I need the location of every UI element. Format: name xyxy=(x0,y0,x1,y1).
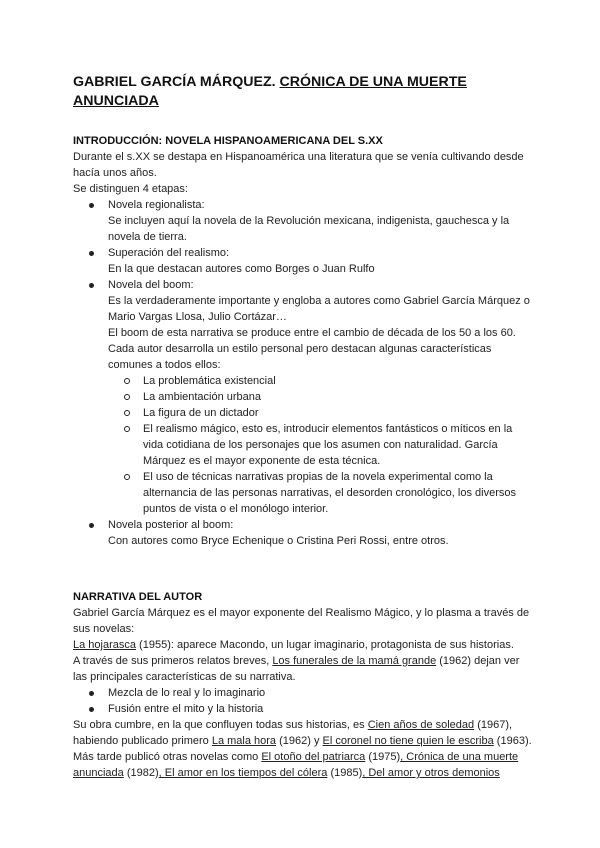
title-author: GABRIEL GARCÍA MÁRQUEZ. xyxy=(73,74,280,90)
text-span: Más tarde publicó otras novelas como xyxy=(73,751,262,763)
stage-label: Novela del boom: xyxy=(108,279,194,291)
list-item xyxy=(73,245,533,277)
text-span: (1975) xyxy=(365,751,401,763)
narrativa-paragraph-2 xyxy=(73,637,533,653)
text-span: (1955): aparece Macondo, un lugar imaginario, protagonista de sus historias. xyxy=(136,639,514,651)
stage-label: Novela posterior al boom: xyxy=(108,519,234,531)
list-item xyxy=(73,277,533,517)
text-span: Su obra cumbre, en la que confluyen todas sus historias, es xyxy=(73,719,368,731)
text-span: (1985) xyxy=(327,767,363,779)
intro-heading: INTRODUCCIÓN: NOVELA HISPANOAMERICANA DEL S.XX xyxy=(73,135,383,147)
stage-label: Novela regionalista: xyxy=(108,199,205,211)
stage-text-2: El boom de esta narrativa se produce entre el cambio de década de los 50 a los 60. Cada autor desarrolla un estilo personal pero destacan algunas características comunes a todos ellos: xyxy=(108,327,516,371)
book-link-amor-colera[interactable]: , El amor en los tiempos del cólera xyxy=(158,767,328,779)
book-link-cronica[interactable]: , Crónica de una muerte anunciada xyxy=(73,751,519,779)
text-span: (1962) y xyxy=(276,735,323,747)
text-span: (1963). xyxy=(493,735,532,747)
text-span: (1967), habiendo publicado primero xyxy=(73,719,513,747)
stages-list xyxy=(73,197,533,549)
book-link-otono[interactable]: El otoño del patriarca xyxy=(261,751,366,763)
list-item: Fusión entre el mito y la historia xyxy=(73,701,533,717)
book-link-mala-hora[interactable]: La mala hora xyxy=(211,735,277,747)
stage-text: Es la verdaderamente importante y engloba a autores como Gabriel García Márquez o Mario Vargas Llosa, Julio Cortázar… xyxy=(108,295,530,323)
book-link-demonios[interactable]: , Del amor y otros demonios xyxy=(362,767,500,779)
text-span: A través de sus primeros relatos breves, xyxy=(73,655,273,667)
intro-paragraph-2: Se distinguen 4 etapas: xyxy=(73,183,188,195)
list-item: Mezcla de lo real y lo imaginario xyxy=(73,685,533,701)
stage-label: Superación del realismo: xyxy=(108,247,230,259)
narrativa-paragraph-1: Gabriel García Márquez es el mayor exponente del Realismo Mágico, y lo plasma a través de sus novelas: xyxy=(73,607,530,635)
book-link-hojarasca[interactable]: La hojarasca xyxy=(73,639,136,651)
book-link-coronel[interactable]: El coronel no tiene quien le escriba xyxy=(322,735,494,747)
list-item xyxy=(73,197,533,245)
narrativa-heading: NARRATIVA DEL AUTOR xyxy=(73,591,203,603)
text-span: (1982) xyxy=(123,767,159,779)
stage-text: En la que destacan autores como Borges o Juan Rulfo xyxy=(108,263,375,275)
stage-text: Con autores como Bryce Echenique o Cristina Peri Rossi, entre otros. xyxy=(108,535,449,547)
section-spacer xyxy=(73,549,533,589)
stage-text: Se incluyen aquí la novela de la Revolución mexicana, indigenista, gauchesca y la novela de tierra. xyxy=(108,215,510,243)
narrativa-bullets xyxy=(73,685,533,717)
document-content xyxy=(73,73,533,781)
book-link-cien-anos[interactable]: Cien años de soledad xyxy=(367,719,475,731)
title-work: CRÓNICA DE UNA MUERTE ANUNCIADA xyxy=(73,74,467,109)
book-link-funerales[interactable]: Los funerales de la mamá grande xyxy=(272,655,437,667)
text-span: (1962) dejan ver las principales características de su narrativa. xyxy=(73,655,520,683)
list-item: La figura de un dictador xyxy=(108,405,533,421)
narrativa-paragraph-3 xyxy=(73,653,533,685)
features-list xyxy=(108,373,533,517)
narrativa-paragraph-4 xyxy=(73,717,533,749)
document-title xyxy=(73,73,533,111)
list-item: El uso de técnicas narrativas propias de la novela experimental como la alternancia de las personas narrativas, el desorden cronológico, los diversos puntos de vista o el monólogo interior. xyxy=(108,469,533,517)
list-item xyxy=(73,517,533,549)
list-item: La problemática existencial xyxy=(108,373,533,389)
list-item: La ambientación urbana xyxy=(108,389,533,405)
list-item: El realismo mágico, esto es, introducir elementos fantásticos o míticos en la vida cotidiana de los personajes que los asumen con naturalidad. García Márquez es el mayor exponente de esta técnica. xyxy=(108,421,533,469)
intro-paragraph-1: Durante el s.XX se destapa en Hispanoamérica una literatura que se venía cultivando desde hacía unos años. xyxy=(73,151,524,179)
narrativa-paragraph-5 xyxy=(73,749,533,781)
